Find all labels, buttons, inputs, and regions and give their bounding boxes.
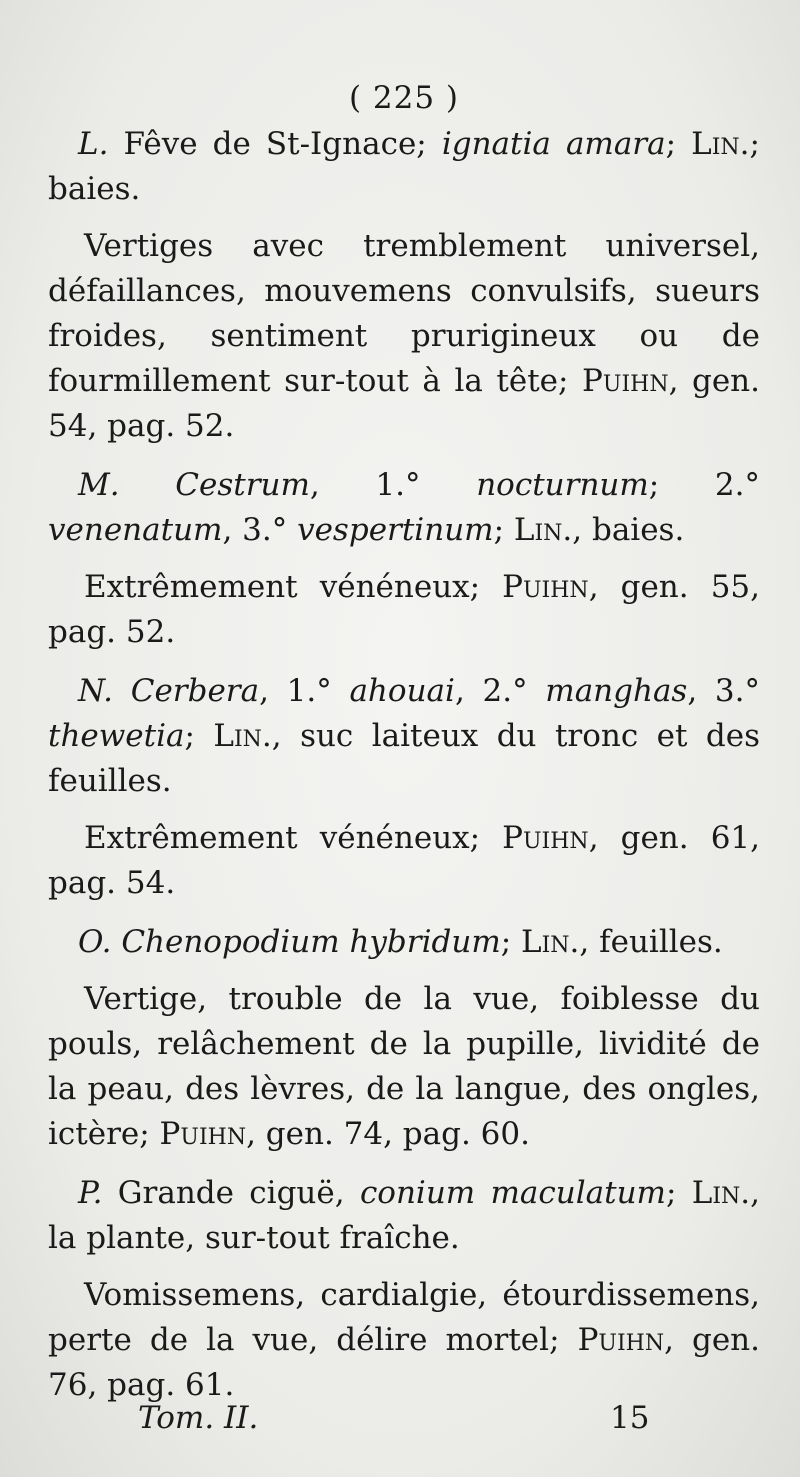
citation: , gen. 54, pag. 52. bbox=[48, 363, 761, 444]
latin-name: Cerbera bbox=[130, 673, 260, 709]
latin-name: conium maculatum bbox=[359, 1175, 666, 1211]
separator: , 3.° bbox=[222, 512, 298, 548]
description-text: Extrêmement vénéneux; bbox=[84, 569, 503, 605]
linnaeus-ref: Lin. bbox=[521, 924, 580, 960]
latin-name: Chenopodium hybridum bbox=[121, 924, 501, 960]
latin-name: ignatia amara bbox=[441, 126, 666, 162]
separator: , bbox=[334, 1175, 360, 1211]
latin-name: vespertinum bbox=[297, 512, 494, 548]
plant-part: , feuilles. bbox=[579, 924, 723, 960]
separator: ; 2.° bbox=[648, 467, 760, 503]
entry-description bbox=[48, 977, 760, 1157]
author-ref: Puihn bbox=[159, 1116, 247, 1152]
separator: , 3.° bbox=[687, 673, 760, 709]
common-name: Grande ciguë bbox=[117, 1175, 335, 1211]
separator: ; bbox=[493, 512, 514, 548]
citation: , gen. 76, pag. 61. bbox=[48, 1322, 760, 1403]
signature-mark: 15 bbox=[610, 1400, 650, 1436]
linnaeus-ref: Lin. bbox=[691, 126, 750, 162]
separator: ; bbox=[665, 1175, 692, 1211]
latin-name: thewetia bbox=[48, 718, 185, 754]
separator: ; bbox=[416, 126, 442, 162]
page-number: ( 225 ) bbox=[348, 80, 460, 116]
separator: , 2.° bbox=[454, 673, 546, 709]
plant-part: , suc laiteux du tronc et des feuilles. bbox=[48, 718, 760, 799]
entry-description bbox=[48, 224, 760, 449]
entry-heading bbox=[48, 122, 760, 212]
latin-name: manghas bbox=[545, 673, 688, 709]
separator: , 1.° bbox=[309, 467, 477, 503]
separator: ; bbox=[184, 718, 214, 754]
entry-letter: P. bbox=[78, 1175, 103, 1211]
plant-part: ; baies. bbox=[48, 126, 760, 207]
description-text: Vertige, trouble de la vue, foiblesse du pouls, relâchement de la pupille, lividité de la peau, des lèvres, de la langue, des ongles, ictère; bbox=[48, 981, 760, 1152]
citation: , gen. 55, pag. 52. bbox=[48, 569, 760, 650]
entry-description bbox=[48, 1273, 760, 1408]
latin-name: nocturnum bbox=[476, 467, 649, 503]
description-text: Extrêmement vénéneux; bbox=[84, 820, 503, 856]
description-text: Vertiges avec tremblement universel, défaillances, mouvemens convulsifs, sueurs froides, sentiment prurigineux ou de fourmillement sur-tout à la tête; bbox=[48, 228, 760, 399]
author-ref: Puihn bbox=[582, 363, 669, 399]
entry-heading bbox=[48, 1171, 760, 1261]
author-ref: Puihn bbox=[502, 569, 589, 605]
volume-label: Tom. II. bbox=[138, 1400, 259, 1436]
latin-name: ahouai bbox=[349, 673, 455, 709]
author-ref: Puihn bbox=[577, 1322, 665, 1358]
separator: ; bbox=[500, 924, 522, 960]
entry-letter: M. bbox=[78, 467, 120, 503]
linnaeus-ref: Lin. bbox=[513, 512, 573, 548]
description-text: Vomissemens, cardialgie, étourdissemens, perte de la vue, délire mortel; bbox=[48, 1277, 760, 1358]
entry-heading bbox=[48, 920, 760, 965]
linnaeus-ref: Lin. bbox=[213, 718, 272, 754]
plant-part: , baies. bbox=[572, 512, 685, 548]
entry-heading bbox=[48, 463, 760, 553]
entry-description bbox=[48, 565, 760, 655]
author-ref: Puihn bbox=[502, 820, 589, 856]
separator: ; bbox=[665, 126, 692, 162]
entry-letter: N. bbox=[78, 673, 113, 709]
entry-heading bbox=[48, 669, 760, 804]
citation: , gen. 74, pag. 60. bbox=[246, 1116, 530, 1152]
entry-letter: O. bbox=[78, 924, 112, 960]
latin-name: venenatum bbox=[48, 512, 223, 548]
plant-part: , la plante, sur-tout fraîche. bbox=[48, 1175, 760, 1256]
entry-letter: L. bbox=[78, 126, 109, 162]
separator: , 1.° bbox=[259, 673, 350, 709]
entry-description bbox=[48, 816, 760, 906]
citation: , gen. 61, pag. 54. bbox=[48, 820, 760, 901]
latin-name: Cestrum bbox=[175, 467, 310, 503]
linnaeus-ref: Lin. bbox=[691, 1175, 751, 1211]
common-name: Fêve de St-Ignace bbox=[123, 126, 417, 162]
